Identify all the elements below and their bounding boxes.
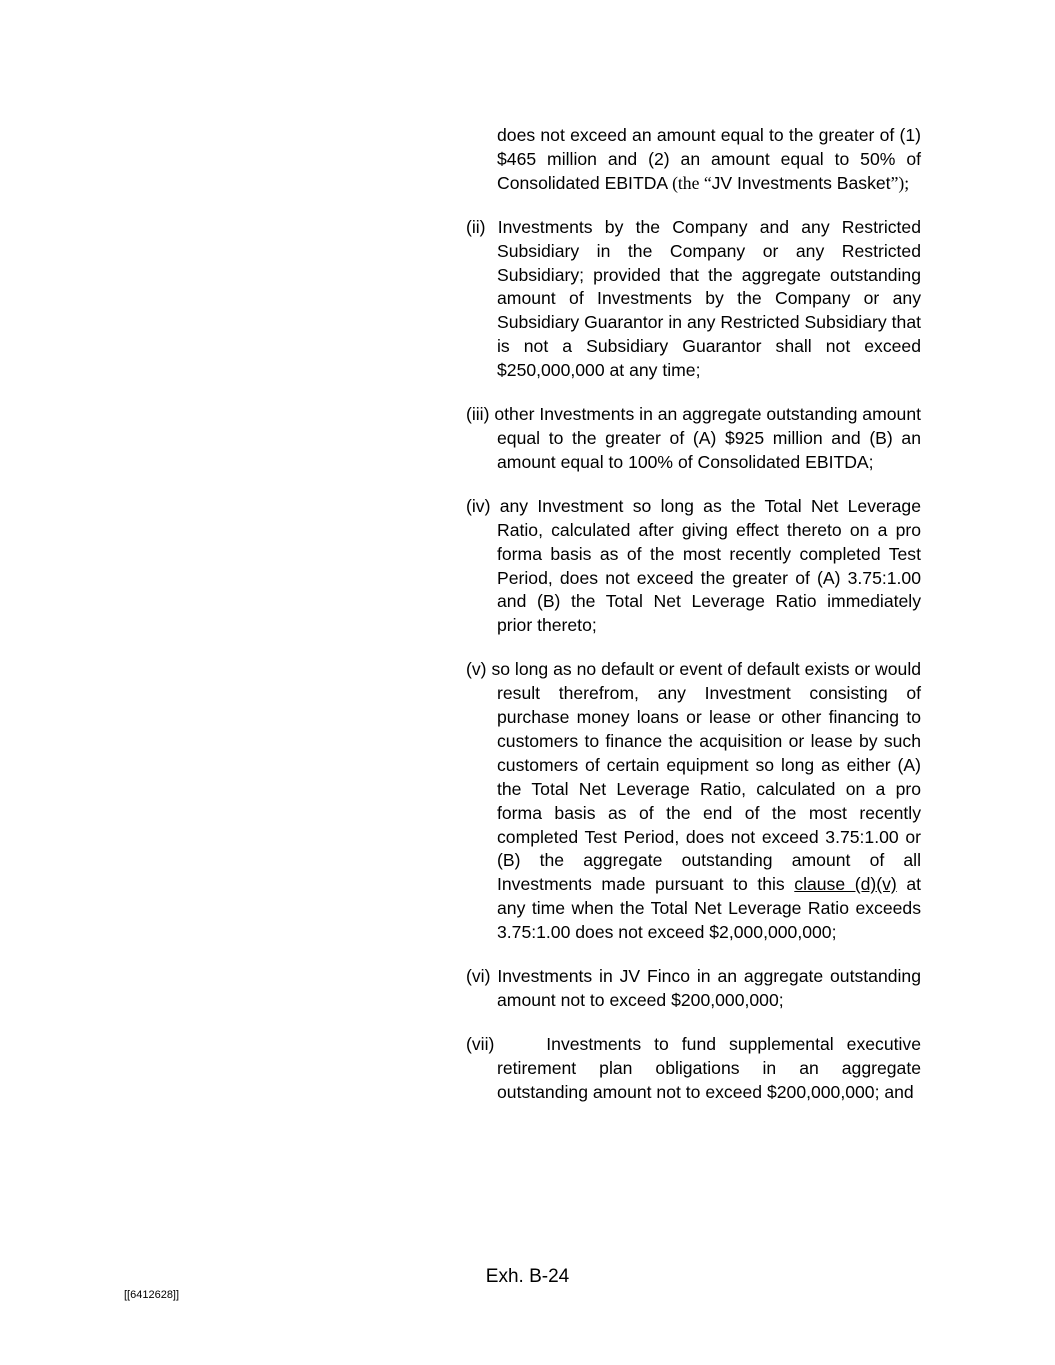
clause-iv <box>466 495 921 638</box>
clause-v <box>466 658 921 945</box>
quote-close: ”); <box>890 172 910 193</box>
clause-text: so long as no default or event of default exists or would result therefrom, any Investment consisting of purchase money loans or lease or other financing to customers to finance the acquisition or lease by such customers of certain equipment so long as either (A) the Total Net Leverage Ratio, calculated on a pro forma basis as of the end of the most recently completed Test Period, does not exceed 3.75:1.00 or (B) the aggregate outstanding amount of all Investments made pursuant to this <box>491 659 922 895</box>
continuation-paragraph <box>466 124 921 196</box>
document-body <box>466 124 921 1125</box>
clause-number: (v) <box>466 659 487 680</box>
clause-reference-link[interactable]: clause (d)(v) <box>794 874 897 895</box>
quote-open: (the “ <box>672 172 712 193</box>
continuation-text: does not exceed an amount equal to the greater of (1) $465 million and (2) an amount equal to 50% of Consolidated EBITDA <box>497 125 921 193</box>
clause-number: (vi) <box>466 966 491 987</box>
clause-vi <box>466 965 921 1013</box>
clause-number: (iii) <box>466 404 490 425</box>
clause-iii <box>466 403 921 475</box>
clause-text: Investments in JV Finco in an aggregate outstanding amount not to exceed $200,000,000; <box>497 966 921 1010</box>
clause-text-continued: at any time when the Total Net Leverage Ratio exceeds 3.75:1.00 does not exceed $2,000,000,000; <box>497 874 922 943</box>
clause-ii <box>466 216 921 383</box>
clause-text: Investments to fund supplemental executive retirement plan obligations in an aggregate outstanding amount not to exceed $200,000,000; and <box>497 1033 921 1102</box>
defined-term: JV Investments Basket <box>711 172 891 193</box>
clause-number: (vii) <box>466 1033 495 1054</box>
clause-text: Investments by the Company and any Restricted Subsidiary in the Company or any Restricted Subsidiary; provided that the aggregate outstanding amount of Investments by the Company or any Subsidiary Guarantor in any Restricted Subsidiary that is not a Subsidiary Guarantor shall not exceed $250,000,000 at any time; <box>497 216 922 381</box>
document-id: [[6412628]] <box>124 1289 180 1301</box>
clause-text: any Investment so long as the Total Net Leverage Ratio, calculated after giving effect thereto on a pro forma basis as of the most recently completed Test Period, does not exceed the greater of (A) 3.75:1.00 and (B) the Total Net Leverage Ratio immediately prior thereto; <box>497 495 921 636</box>
page-number: Exh. B-24 <box>485 1266 570 1287</box>
clause-number: (ii) <box>466 216 486 237</box>
clause-text: other Investments in an aggregate outstanding amount equal to the greater of (A) $925 million and (B) an amount equal to 100% of Consolidated EBITDA; <box>494 404 921 472</box>
clause-number: (iv) <box>466 495 491 516</box>
clause-vii <box>466 1033 921 1105</box>
